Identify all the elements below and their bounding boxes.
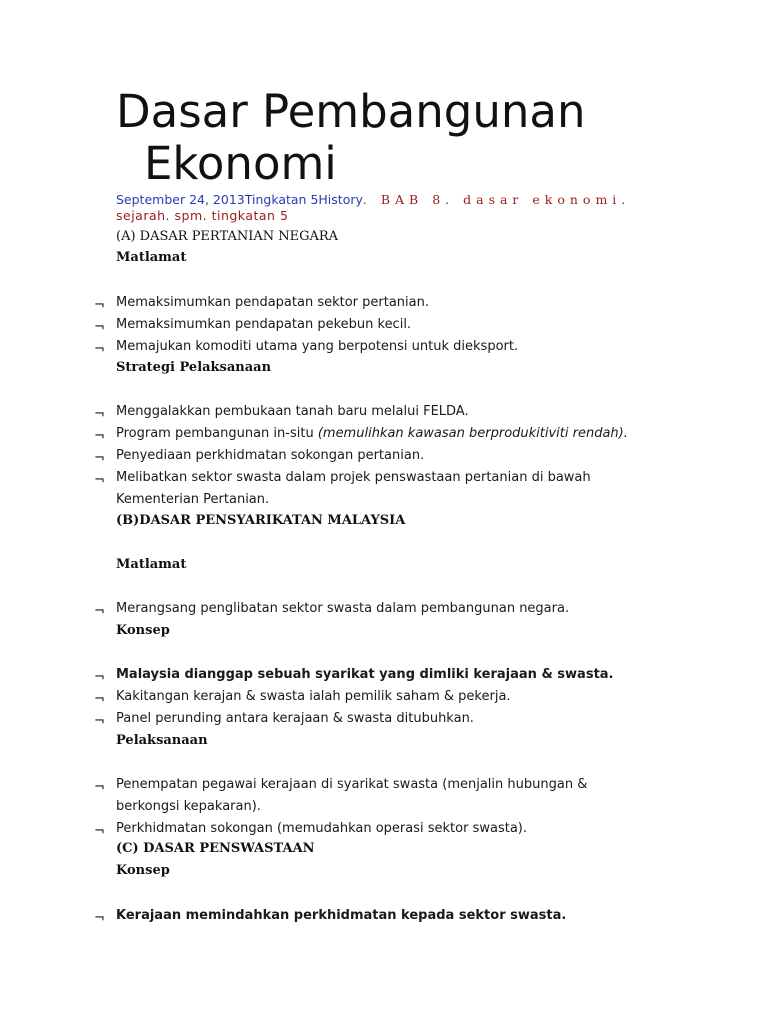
section-b-pelaksanaan: Pelaksanaan — [116, 733, 208, 748]
list-item: ¬ Program pembangunan in-situ (memulihkan kawasan berprodukitiviti rendah). — [94, 423, 714, 445]
bullet-icon: ¬ — [94, 670, 105, 685]
bullet-icon: ¬ — [94, 692, 105, 707]
post-meta — [116, 192, 676, 224]
tags-line-1[interactable]: . BAB 8. dasar ekonomi. — [362, 192, 631, 207]
section-a-matlamat: Matlamat — [116, 250, 187, 265]
section-b-konsep: Konsep — [116, 623, 170, 638]
bullet-icon: ¬ — [94, 407, 105, 422]
list-item: ¬ Panel perunding antara kerajaan & swasta ditubuhkan. — [94, 708, 714, 730]
section-b-matlamat: Matlamat — [116, 557, 187, 572]
section-c-heading: (C) DASAR PENSWASTAAN — [116, 841, 315, 856]
category-link-history[interactable]: History — [318, 192, 363, 207]
section-b-heading: (B)DASAR PENSYARIKATAN MALAYSIA — [116, 513, 406, 528]
list-item: ¬ Kakitangan kerajan & swasta ialah pemilik saham & pekerja. — [94, 686, 714, 708]
bullet-icon: ¬ — [94, 429, 105, 444]
list-item: ¬ Memaksimumkan pendapatan sektor pertanian. — [94, 292, 714, 314]
list-item: ¬ Menggalakkan pembukaan tanah baru melalui FELDA. — [94, 401, 714, 423]
title-line-1: Dasar Pembangunan — [116, 85, 586, 138]
bullet-icon: ¬ — [94, 604, 105, 619]
section-a-heading: (A) DASAR PERTANIAN NEGARA — [116, 229, 339, 244]
bullet-icon: ¬ — [94, 342, 105, 357]
post-date-link[interactable]: September 24, 2013 — [116, 192, 245, 207]
list-item: ¬ Merangsang penglibatan sektor swasta dalam pembangunan negara. — [94, 598, 714, 620]
category-link-tingkatan[interactable]: Tingkatan 5 — [244, 192, 319, 207]
bullet-icon: ¬ — [94, 298, 105, 313]
bullet-icon: ¬ — [94, 824, 105, 839]
section-a-strategi: Strategi Pelaksanaan — [116, 360, 272, 375]
title-line-2: Ekonomi — [144, 137, 337, 190]
tags-line-2[interactable]: sejarah. spm. tingkatan 5 — [116, 208, 289, 223]
bullet-icon: ¬ — [94, 473, 105, 488]
list-item: ¬ Malaysia dianggap sebuah syarikat yang dimliki kerajaan & swasta. — [94, 664, 714, 686]
page-title — [116, 86, 716, 190]
bullet-icon: ¬ — [94, 780, 105, 795]
list-item: ¬ Perkhidmatan sokongan (memudahkan operasi sektor swasta). — [94, 818, 714, 840]
list-item: ¬ Memajukan komoditi utama yang berpotensi untuk dieksport. — [94, 336, 714, 358]
list-item: ¬ Melibatkan sektor swasta dalam projek penswastaan pertanian di bawah Kementerian Pertanian. — [94, 470, 591, 507]
bullet-icon: ¬ — [94, 911, 105, 926]
bullet-icon: ¬ — [94, 451, 105, 466]
list-item: ¬ Memaksimumkan pendapatan pekebun kecil. — [94, 314, 714, 336]
list-item: ¬ Kerajaan memindahkan perkhidmatan kepada sektor swasta. — [94, 905, 714, 927]
list-item: ¬ Penempatan pegawai kerajaan di syarikat swasta (menjalin hubungan & berkongsi kepakaran). — [94, 777, 588, 814]
bullet-icon: ¬ — [94, 320, 105, 335]
bullet-icon: ¬ — [94, 714, 105, 729]
list-item: ¬ Penyediaan perkhidmatan sokongan pertanian. — [94, 445, 714, 467]
section-c-konsep: Konsep — [116, 863, 170, 878]
